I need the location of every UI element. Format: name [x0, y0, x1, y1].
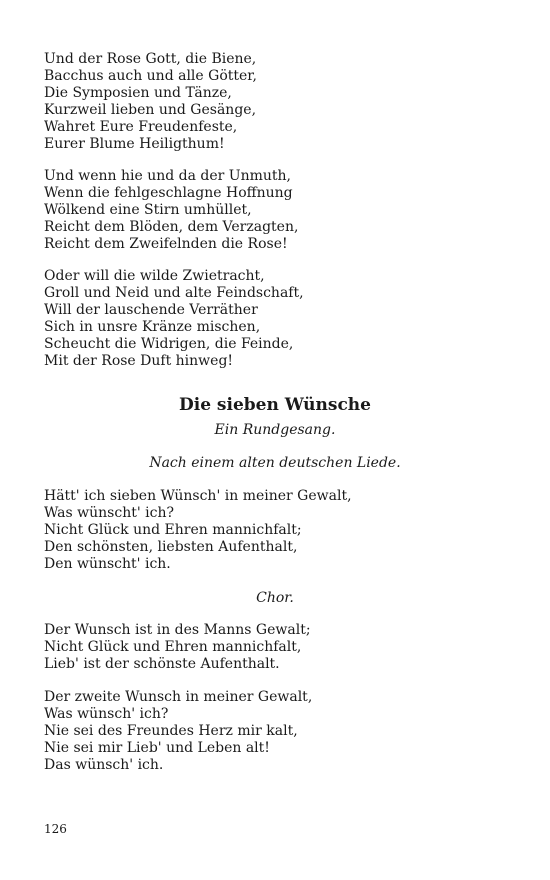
- stanza-rose-3: [44, 268, 514, 370]
- verse-line: Nie sei des Freundes Herz mir kalt,: [44, 723, 298, 739]
- verse-line: Der Wunsch ist in des Manns Gewalt;: [44, 622, 311, 638]
- stanza-chorus: [44, 622, 514, 673]
- stanza-rose-1: [44, 51, 514, 153]
- verse-line: Der zweite Wunsch in meiner Gewalt,: [44, 689, 313, 705]
- chorus-label: [0, 590, 550, 607]
- verse-line: Nicht Glück und Ehren mannichfalt;: [44, 522, 302, 538]
- verse-line: Will der lauschende Verräther: [44, 302, 258, 318]
- verse-line: Wahret Eure Freudenfeste,: [44, 119, 238, 135]
- verse-line: Und der Rose Gott, die Biene,: [44, 51, 257, 67]
- verse-line: Hätt' ich sieben Wünsch' in meiner Gewalt,: [44, 488, 352, 504]
- verse-line: Eurer Blume Heiligthum!: [44, 136, 225, 152]
- stanza-rose-2: [44, 168, 514, 253]
- verse-line: Kurzweil lieben und Gesänge,: [44, 102, 257, 118]
- verse-line: Lieb' ist der schönste Aufenthalt.: [44, 656, 280, 672]
- verse-line: Und wenn hie und da der Unmuth,: [44, 168, 292, 184]
- verse-line: Wölkend eine Stirn umhüllet,: [44, 202, 252, 218]
- verse-line: Reicht dem Zweifelnden die Rose!: [44, 236, 288, 252]
- verse-line: Scheucht die Widrigen, die Feinde,: [44, 336, 294, 352]
- verse-line: Reicht dem Blöden, dem Verzagten,: [44, 219, 299, 235]
- verse-line: Nie sei mir Lieb' und Leben alt!: [44, 740, 270, 756]
- verse-line: Die Symposien und Tänze,: [44, 85, 232, 101]
- verse-line: Das wünsch' ich.: [44, 757, 164, 773]
- stanza-wishes-2: [44, 689, 514, 774]
- verse-line: Was wünsch' ich?: [44, 706, 169, 722]
- verse-line: Oder will die wilde Zwietracht,: [44, 268, 265, 284]
- chorus-label-text: Chor.: [256, 590, 294, 606]
- verse-line: Den wünscht' ich.: [44, 556, 171, 572]
- verse-line: Nicht Glück und Ehren mannichfalt,: [44, 639, 302, 655]
- verse-line: Sich in unsre Kränze mischen,: [44, 319, 261, 335]
- verse-line: Mit der Rose Duft hinweg!: [44, 353, 234, 369]
- poem-title: Die sieben Wünsche: [179, 395, 371, 415]
- verse-line: Wenn die fehlgeschlagne Hoffnung: [44, 185, 293, 201]
- stanza-wishes-1: [44, 488, 514, 573]
- poem-source-note: Nach einem alten deutschen Liede.: [149, 455, 401, 471]
- poem-subtitle: Ein Rundgesang.: [214, 422, 336, 438]
- verse-line: Bacchus auch und alle Götter,: [44, 68, 257, 84]
- verse-line: Was wünscht' ich?: [44, 505, 174, 521]
- page-number: 126: [44, 822, 67, 836]
- verse-line: Groll und Neid und alte Feindschaft,: [44, 285, 304, 301]
- verse-line: Den schönsten, liebsten Aufenthalt,: [44, 539, 298, 555]
